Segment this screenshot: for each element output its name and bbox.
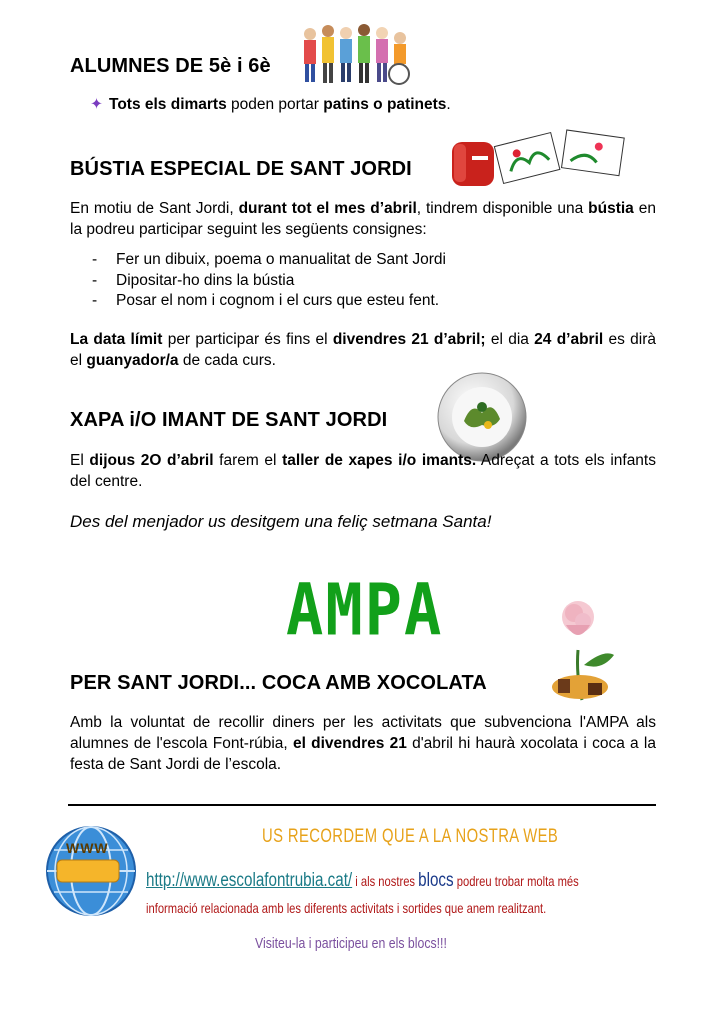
badge-workshop-paragraph: El dijous 2O d’abril farem el taller de xapes i/o imants. Adreçat a tots els infants del centre. bbox=[70, 452, 656, 490]
web-line-1: http://www.escolafontrubia.cat/ i als nostres blocs podreu trobar molta més bbox=[146, 870, 579, 891]
visit-invitation: Visiteu-la i participeu en els blocs!!! bbox=[255, 935, 447, 952]
easter-greeting: Des del menjador us desitgem una feliç setmana Santa! bbox=[70, 512, 492, 531]
web-line-2: informació relacionada amb les diferents activitats i sortides que anem realitzant. bbox=[146, 900, 547, 916]
skates-notice: ✦ Tots els dimarts poden portar patins o patinets. bbox=[90, 96, 451, 113]
blocs-label: blocs bbox=[418, 870, 454, 891]
list-item: - Posar el nom i cognom i el curs que esteu fent. bbox=[92, 291, 446, 312]
section-title-badge: XAPA i/O IMANT DE SANT JORDI bbox=[70, 409, 388, 431]
globe-icon bbox=[42, 822, 140, 920]
rose-and-cake-image bbox=[548, 595, 618, 710]
deadline-paragraph: La data límit per participar és fins el divendres 21 d’abril; el dia 24 d’abril es dirà el guanyador/a de cada curs. bbox=[70, 331, 657, 369]
section-title-students: ALUMNES DE 5è i 6è bbox=[70, 55, 271, 77]
school-website-link[interactable]: http://www.escolafontrubia.cat/ bbox=[146, 870, 353, 891]
section-title-mailbox: BÚSTIA ESPECIAL DE SANT JORDI bbox=[70, 158, 412, 180]
children-group-image bbox=[298, 22, 413, 88]
mailbox-instructions-list bbox=[92, 250, 446, 312]
divider bbox=[68, 804, 656, 806]
chocolate-paragraph: Amb la voluntat de recollir diners per les activitats que subvenciona l'AMPA als alumnes de l'escola Font-rúbia, el divendres 21 d'abril hi haurà xocolata i coca a la festa de Sant Jordi de l’escola. bbox=[70, 714, 656, 773]
globe-label: WWW bbox=[66, 840, 109, 856]
list-item: - Dipositar-ho dins la bústia bbox=[92, 271, 446, 292]
mailbox-intro: En motiu de Sant Jordi, durant tot el mes d’abril, tindrem disponible una bústia en la podreu participar seguint les següents consignes: bbox=[70, 200, 656, 238]
web-reminder-title: US RECORDEM QUE A LA NOSTRA WEB bbox=[262, 826, 559, 847]
mailbox-drawings-image bbox=[448, 128, 628, 190]
list-item: - Fer un dibuix, poema o manualitat de Sant Jordi bbox=[92, 250, 446, 271]
ampa-heading: AMPA bbox=[286, 568, 444, 652]
section-title-chocolate: PER SANT JORDI... COCA AMB XOCOLATA bbox=[70, 672, 487, 694]
star-bullet-icon: ✦ bbox=[90, 96, 103, 113]
